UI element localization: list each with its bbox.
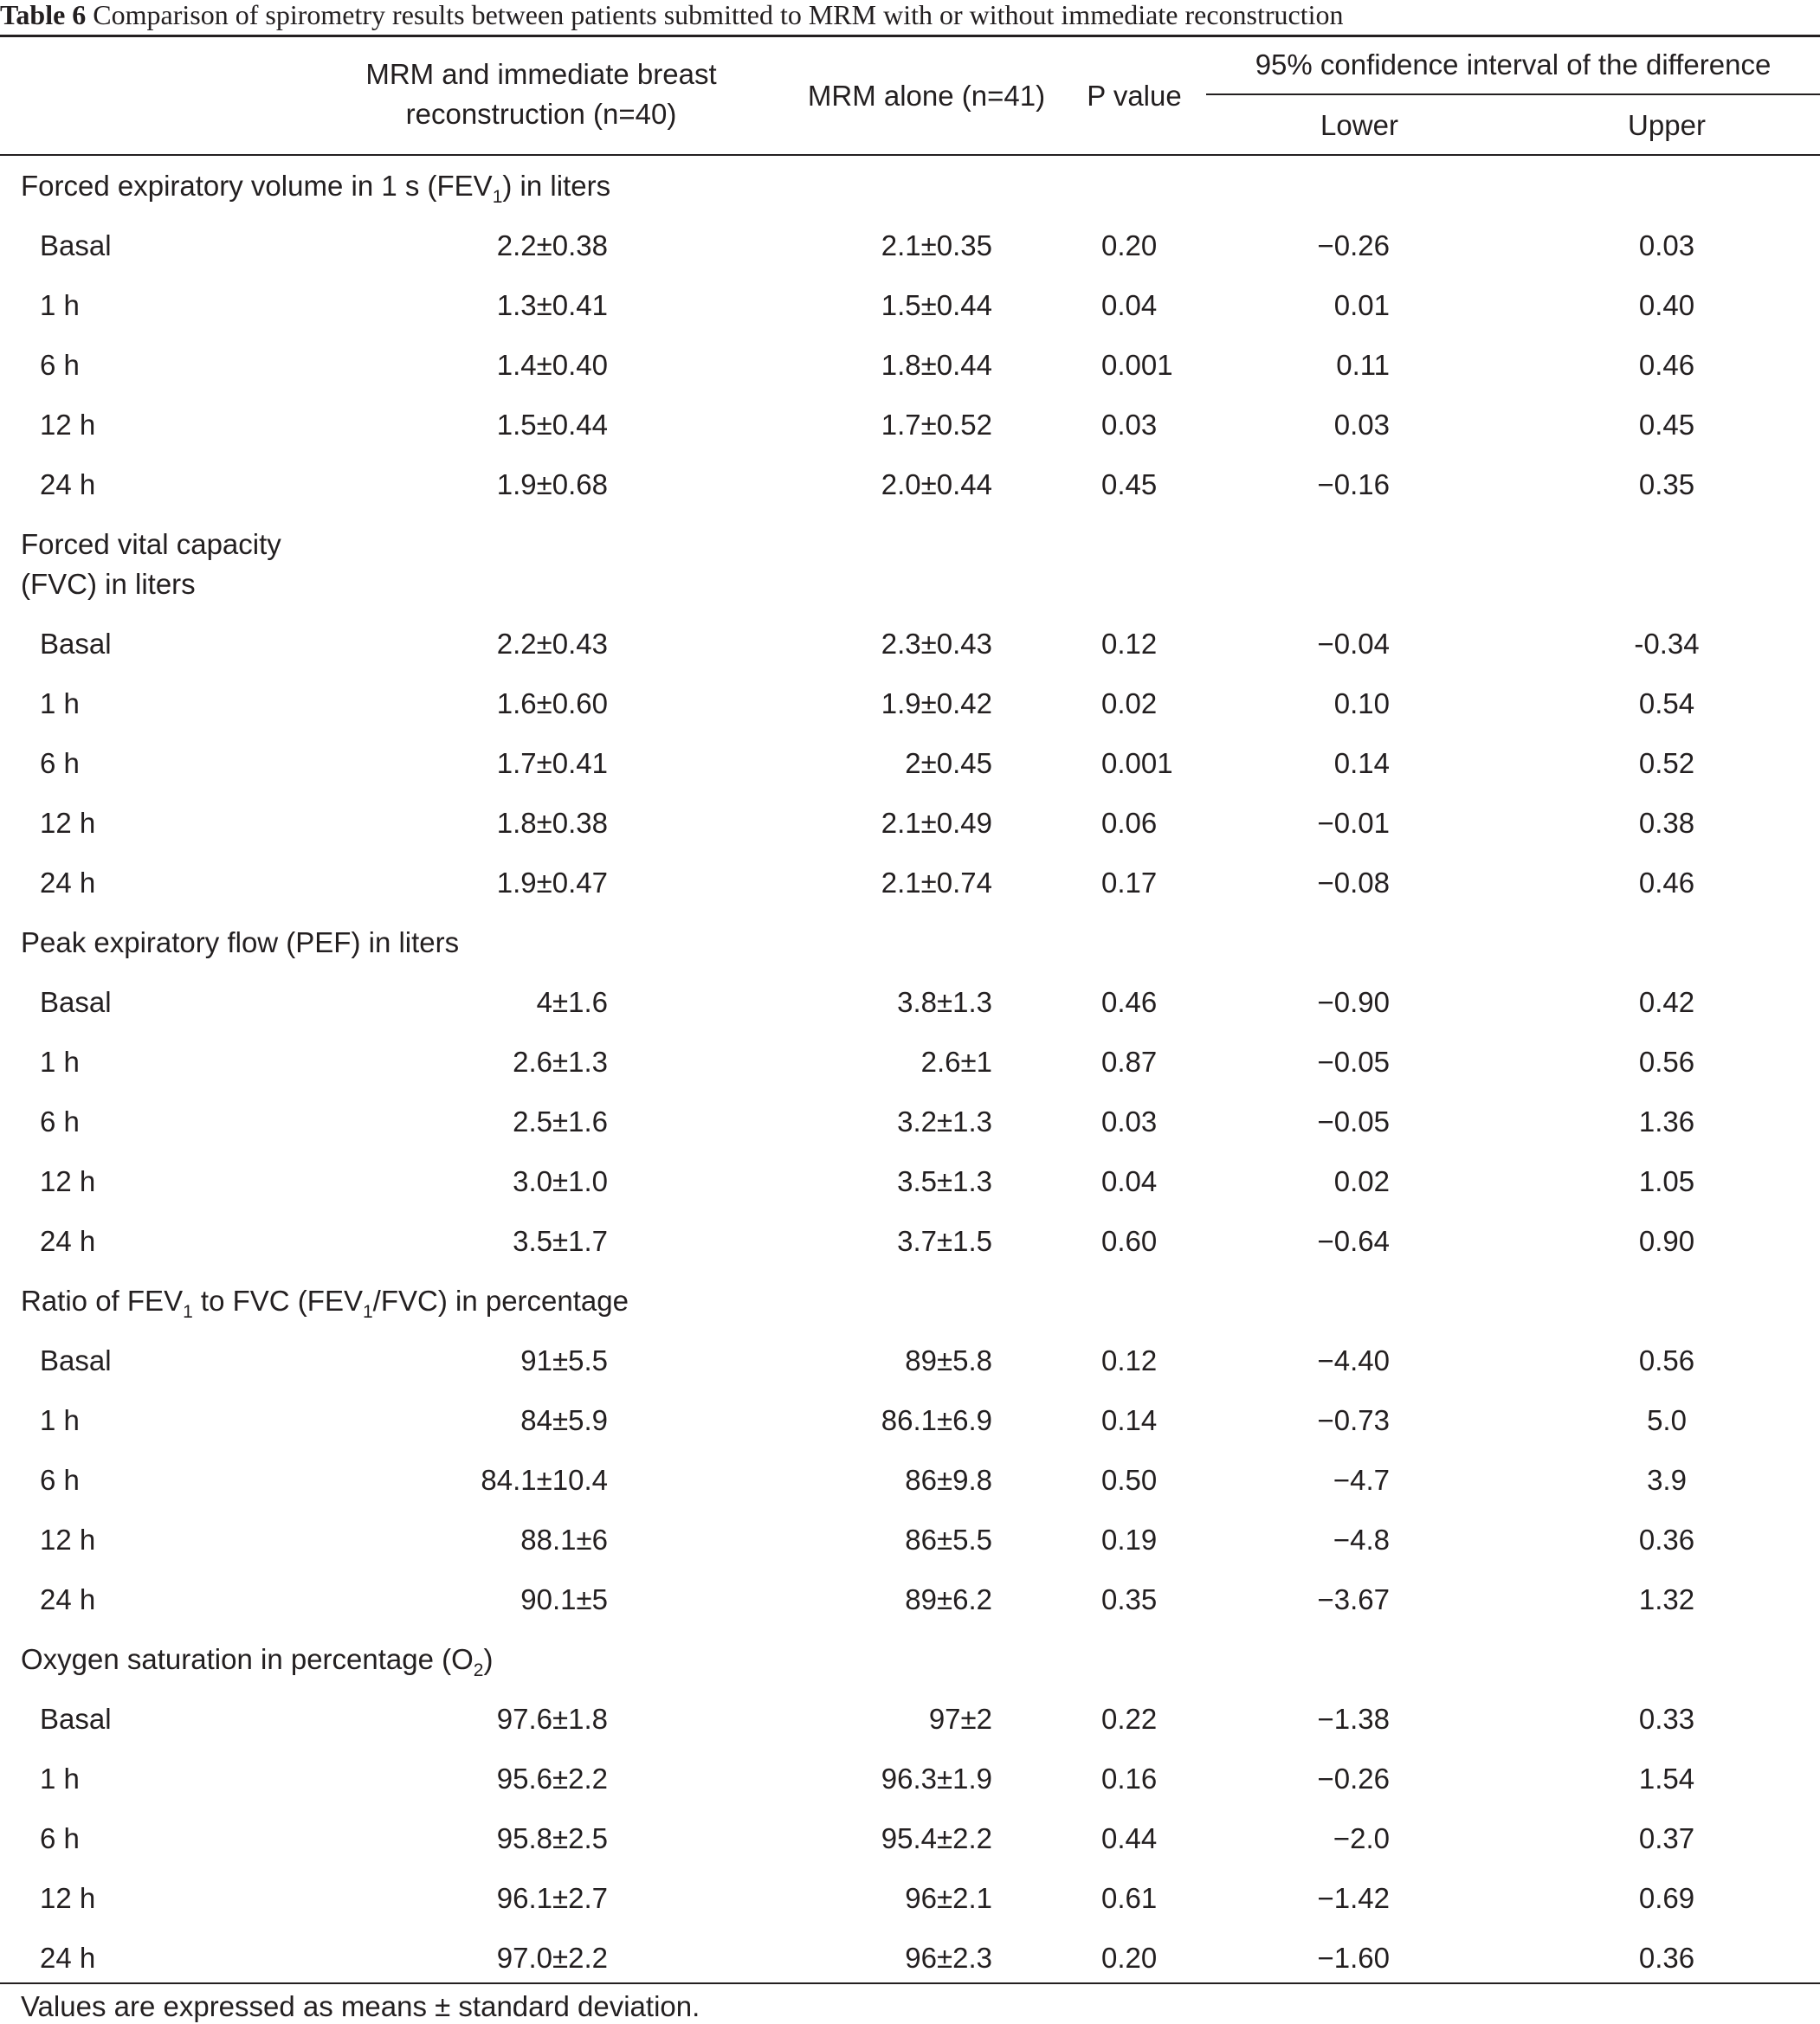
- cell-ci-lower: 0.11: [1336, 349, 1390, 381]
- row-timepoint: 6 h: [40, 1822, 80, 1854]
- row-timepoint: 12 h: [40, 1882, 96, 1914]
- cell-mrm-reconstruction: 84±5.9: [520, 1404, 608, 1436]
- cell-mrm-alone: 3.7±1.5: [897, 1225, 992, 1257]
- cell-p-value: 0.03: [1101, 1105, 1158, 1138]
- cell-p-value: 0.22: [1101, 1703, 1158, 1735]
- cell-ci-lower: −0.05: [1317, 1105, 1390, 1138]
- cell-mrm-alone: 1.7±0.52: [881, 409, 992, 441]
- section-title-text: to FVC (FEV: [192, 1285, 363, 1317]
- cell-ci-lower: 0.01: [1333, 289, 1390, 321]
- cell-mrm-reconstruction: 97.0±2.2: [496, 1942, 608, 1974]
- cell-mrm-reconstruction: 1.7±0.41: [496, 747, 608, 779]
- cell-ci-upper: 0.46: [1638, 349, 1695, 381]
- cell-p-value: 0.50: [1101, 1464, 1158, 1496]
- row-timepoint: Basal: [40, 1703, 112, 1735]
- cell-ci-upper: 0.56: [1638, 1344, 1695, 1376]
- cell-mrm-reconstruction: 88.1±6: [520, 1524, 608, 1556]
- row-timepoint: 1 h: [40, 1404, 80, 1436]
- cell-mrm-reconstruction: 2.6±1.3: [513, 1046, 608, 1078]
- cell-p-value: 0.35: [1101, 1583, 1158, 1615]
- cell-p-value: 0.16: [1101, 1763, 1158, 1795]
- cell-ci-lower: −0.90: [1317, 986, 1390, 1018]
- cell-p-value: 0.45: [1101, 468, 1158, 500]
- cell-ci-lower: −0.26: [1317, 1763, 1390, 1795]
- cell-ci-upper: 0.40: [1638, 289, 1695, 321]
- section-title-text: Forced expiratory volume in 1 s (FEV: [21, 170, 493, 202]
- table-label: Table 6: [0, 0, 87, 30]
- cell-ci-lower: −4.8: [1333, 1524, 1390, 1556]
- row-timepoint: Basal: [40, 1344, 112, 1376]
- cell-ci-upper: 1.05: [1638, 1165, 1695, 1197]
- cell-mrm-alone: 3.8±1.3: [897, 986, 992, 1018]
- subscript: 1: [362, 1302, 373, 1322]
- cell-ci-upper: 0.56: [1638, 1046, 1695, 1078]
- subscript: 1: [183, 1302, 193, 1322]
- cell-ci-upper: 0.90: [1638, 1225, 1695, 1257]
- row-timepoint: 24 h: [40, 1583, 96, 1615]
- cell-mrm-alone: 1.8±0.44: [881, 349, 992, 381]
- cell-mrm-reconstruction: 91±5.5: [520, 1344, 608, 1376]
- cell-ci-upper: 1.54: [1638, 1763, 1695, 1795]
- cell-mrm-alone: 89±5.8: [905, 1344, 992, 1376]
- cell-ci-upper: 0.52: [1638, 747, 1695, 779]
- cell-ci-lower: −3.67: [1317, 1583, 1390, 1615]
- cell-mrm-alone: 2.1±0.35: [881, 229, 992, 261]
- cell-mrm-reconstruction: 4±1.6: [536, 986, 608, 1018]
- cell-mrm-reconstruction: 1.6±0.60: [496, 687, 608, 719]
- cell-ci-upper: 3.9: [1647, 1464, 1687, 1496]
- cell-ci-lower: 0.14: [1333, 747, 1390, 779]
- row-timepoint: 12 h: [40, 1165, 96, 1197]
- cell-p-value: 0.001: [1101, 349, 1173, 381]
- row-timepoint: 24 h: [40, 867, 96, 899]
- cell-mrm-reconstruction: 1.8±0.38: [496, 807, 608, 839]
- cell-ci-lower: −0.08: [1317, 867, 1390, 899]
- row-timepoint: 12 h: [40, 1524, 96, 1556]
- cell-mrm-alone: 1.9±0.42: [881, 687, 992, 719]
- section-title-text: ) in liters: [502, 170, 611, 202]
- cell-mrm-alone: 2.6±1: [920, 1046, 992, 1078]
- row-timepoint: 24 h: [40, 468, 96, 500]
- cell-p-value: 0.87: [1101, 1046, 1158, 1078]
- cell-ci-lower: −0.05: [1317, 1046, 1390, 1078]
- row-timepoint: 1 h: [40, 1046, 80, 1078]
- cell-ci-lower: 0.10: [1333, 687, 1390, 719]
- cell-mrm-reconstruction: 1.9±0.47: [496, 867, 608, 899]
- cell-ci-lower: 0.02: [1333, 1165, 1390, 1197]
- row-timepoint: 6 h: [40, 349, 80, 381]
- cell-mrm-alone: 96±2.1: [905, 1882, 992, 1914]
- cell-mrm-alone: 3.5±1.3: [897, 1165, 992, 1197]
- cell-ci-lower: −0.73: [1317, 1404, 1390, 1436]
- cell-ci-lower: −0.01: [1317, 807, 1390, 839]
- header-col1-line1: MRM and immediate breast: [365, 58, 717, 90]
- header-ci-group: 95% confidence interval of the difference: [1255, 48, 1772, 81]
- row-timepoint: 6 h: [40, 1464, 80, 1496]
- row-timepoint: Basal: [40, 628, 112, 660]
- cell-mrm-alone: 86±9.8: [905, 1464, 992, 1496]
- subscript: 1: [492, 187, 503, 207]
- cell-p-value: 0.04: [1101, 1165, 1158, 1197]
- cell-p-value: 0.04: [1101, 289, 1158, 321]
- cell-p-value: 0.46: [1101, 986, 1158, 1018]
- cell-mrm-alone: 96.3±1.9: [881, 1763, 992, 1795]
- cell-p-value: 0.02: [1101, 687, 1158, 719]
- cell-mrm-reconstruction: 84.1±10.4: [481, 1464, 608, 1496]
- row-timepoint: 6 h: [40, 1105, 80, 1138]
- cell-mrm-alone: 86.1±6.9: [881, 1404, 992, 1436]
- cell-mrm-reconstruction: 2.2±0.38: [496, 229, 608, 261]
- cell-mrm-alone: 1.5±0.44: [881, 289, 992, 321]
- cell-ci-upper: 0.42: [1638, 986, 1695, 1018]
- cell-p-value: 0.17: [1101, 867, 1158, 899]
- cell-mrm-alone: 95.4±2.2: [881, 1822, 992, 1854]
- cell-ci-upper: 0.69: [1638, 1882, 1695, 1914]
- cell-ci-lower: −0.64: [1317, 1225, 1390, 1257]
- cell-ci-lower: 0.03: [1333, 409, 1390, 441]
- cell-mrm-reconstruction: 90.1±5: [520, 1583, 608, 1615]
- cell-ci-lower: −2.0: [1333, 1822, 1390, 1854]
- cell-ci-lower: −0.16: [1317, 468, 1390, 500]
- row-timepoint: 24 h: [40, 1942, 96, 1974]
- cell-p-value: 0.19: [1101, 1524, 1158, 1556]
- cell-mrm-alone: 2.3±0.43: [881, 628, 992, 660]
- header-col1-line2: reconstruction (n=40): [405, 98, 677, 130]
- row-timepoint: 1 h: [40, 1763, 80, 1795]
- table-caption-text: Comparison of spirometry results between patients submitted to MRM with or without immediate reconstruction: [93, 0, 1344, 30]
- cell-mrm-alone: 2±0.45: [905, 747, 992, 779]
- cell-p-value: 0.06: [1101, 807, 1158, 839]
- cell-ci-upper: 5.0: [1647, 1404, 1687, 1436]
- cell-mrm-reconstruction: 2.2±0.43: [496, 628, 608, 660]
- section-title: [21, 169, 610, 208]
- cell-ci-lower: −4.40: [1317, 1344, 1390, 1376]
- section-title: [21, 925, 459, 960]
- cell-mrm-alone: 89±6.2: [905, 1583, 992, 1615]
- cell-p-value: 0.20: [1101, 229, 1158, 261]
- section-title-text: Ratio of FEV: [21, 1285, 184, 1317]
- cell-mrm-alone: 2.0±0.44: [881, 468, 992, 500]
- header-col2: MRM alone (n=41): [807, 80, 1046, 112]
- cell-ci-lower: −0.04: [1317, 628, 1390, 660]
- cell-mrm-alone: 2.1±0.74: [881, 867, 992, 899]
- cell-p-value: 0.12: [1101, 1344, 1158, 1376]
- cell-p-value: 0.14: [1101, 1404, 1158, 1436]
- cell-ci-lower: −0.26: [1317, 229, 1390, 261]
- cell-mrm-reconstruction: 1.3±0.41: [496, 289, 608, 321]
- row-timepoint: 12 h: [40, 807, 96, 839]
- cell-p-value: 0.61: [1101, 1882, 1158, 1914]
- cell-ci-upper: 1.36: [1638, 1105, 1695, 1138]
- table-footnote: Values are expressed as means ± standard deviation.: [21, 1990, 700, 2022]
- cell-ci-upper: 0.36: [1638, 1942, 1695, 1974]
- cell-mrm-reconstruction: 96.1±2.7: [496, 1882, 608, 1914]
- row-timepoint: Basal: [40, 986, 112, 1018]
- cell-ci-upper: 1.32: [1638, 1583, 1695, 1615]
- header-ci-upper: Upper: [1628, 109, 1706, 141]
- cell-ci-lower: −1.60: [1317, 1942, 1390, 1974]
- cell-mrm-reconstruction: 95.6±2.2: [496, 1763, 608, 1795]
- row-timepoint: 1 h: [40, 289, 80, 321]
- cell-mrm-reconstruction: 1.5±0.44: [496, 409, 608, 441]
- cell-mrm-reconstruction: 95.8±2.5: [496, 1822, 608, 1854]
- section-title-text: Oxygen saturation in percentage (O: [21, 1643, 474, 1675]
- cell-p-value: 0.44: [1101, 1822, 1158, 1854]
- cell-mrm-reconstruction: 1.4±0.40: [496, 349, 608, 381]
- row-timepoint: 6 h: [40, 747, 80, 779]
- section-title-text: ): [483, 1643, 494, 1675]
- cell-ci-upper: 0.03: [1638, 229, 1695, 261]
- cell-p-value: 0.60: [1101, 1225, 1158, 1257]
- row-timepoint: 12 h: [40, 409, 96, 441]
- header-ci-lower: Lower: [1320, 109, 1398, 141]
- cell-mrm-alone: 97±2: [928, 1703, 992, 1735]
- section-title: (FVC) in liters: [21, 568, 196, 600]
- row-timepoint: 1 h: [40, 687, 80, 719]
- cell-ci-upper: 0.46: [1638, 867, 1695, 899]
- cell-ci-upper: 0.38: [1638, 807, 1695, 839]
- cell-ci-upper: 0.35: [1638, 468, 1695, 500]
- cell-ci-upper: 0.37: [1638, 1822, 1695, 1854]
- cell-ci-lower: −1.42: [1317, 1882, 1390, 1914]
- cell-mrm-reconstruction: 3.0±1.0: [513, 1165, 608, 1197]
- cell-p-value: 0.12: [1101, 628, 1158, 660]
- section-title-text: Peak expiratory flow (PEF) in liters: [21, 926, 460, 958]
- cell-ci-upper: 0.36: [1638, 1524, 1695, 1556]
- section-title: [21, 1642, 493, 1681]
- cell-ci-upper: 0.45: [1638, 409, 1695, 441]
- cell-ci-lower: −4.7: [1333, 1464, 1390, 1496]
- section-title: [21, 1284, 629, 1323]
- cell-p-value: 0.03: [1101, 409, 1158, 441]
- cell-p-value: 0.20: [1101, 1942, 1158, 1974]
- cell-p-value: 0.001: [1101, 747, 1173, 779]
- cell-mrm-alone: 96±2.3: [905, 1942, 992, 1974]
- cell-mrm-reconstruction: 2.5±1.6: [513, 1105, 608, 1138]
- header-col3: P value: [1087, 80, 1182, 112]
- section-title-text: /FVC) in percentage: [372, 1285, 629, 1317]
- cell-ci-lower: −1.38: [1317, 1703, 1390, 1735]
- row-timepoint: 24 h: [40, 1225, 96, 1257]
- cell-mrm-alone: 3.2±1.3: [897, 1105, 992, 1138]
- cell-mrm-reconstruction: 97.6±1.8: [496, 1703, 608, 1735]
- cell-ci-upper: 0.33: [1638, 1703, 1695, 1735]
- cell-mrm-alone: 86±5.5: [905, 1524, 992, 1556]
- row-timepoint: Basal: [40, 229, 112, 261]
- cell-ci-upper: 0.54: [1638, 687, 1695, 719]
- bottom-rule: [0, 1982, 1820, 1984]
- cell-ci-upper: -0.34: [1634, 628, 1700, 660]
- cell-mrm-alone: 2.1±0.49: [881, 807, 992, 839]
- section-title: Forced vital capacity: [21, 528, 281, 560]
- cell-mrm-reconstruction: 3.5±1.7: [513, 1225, 608, 1257]
- cell-mrm-reconstruction: 1.9±0.68: [496, 468, 608, 500]
- subscript: 2: [473, 1660, 484, 1680]
